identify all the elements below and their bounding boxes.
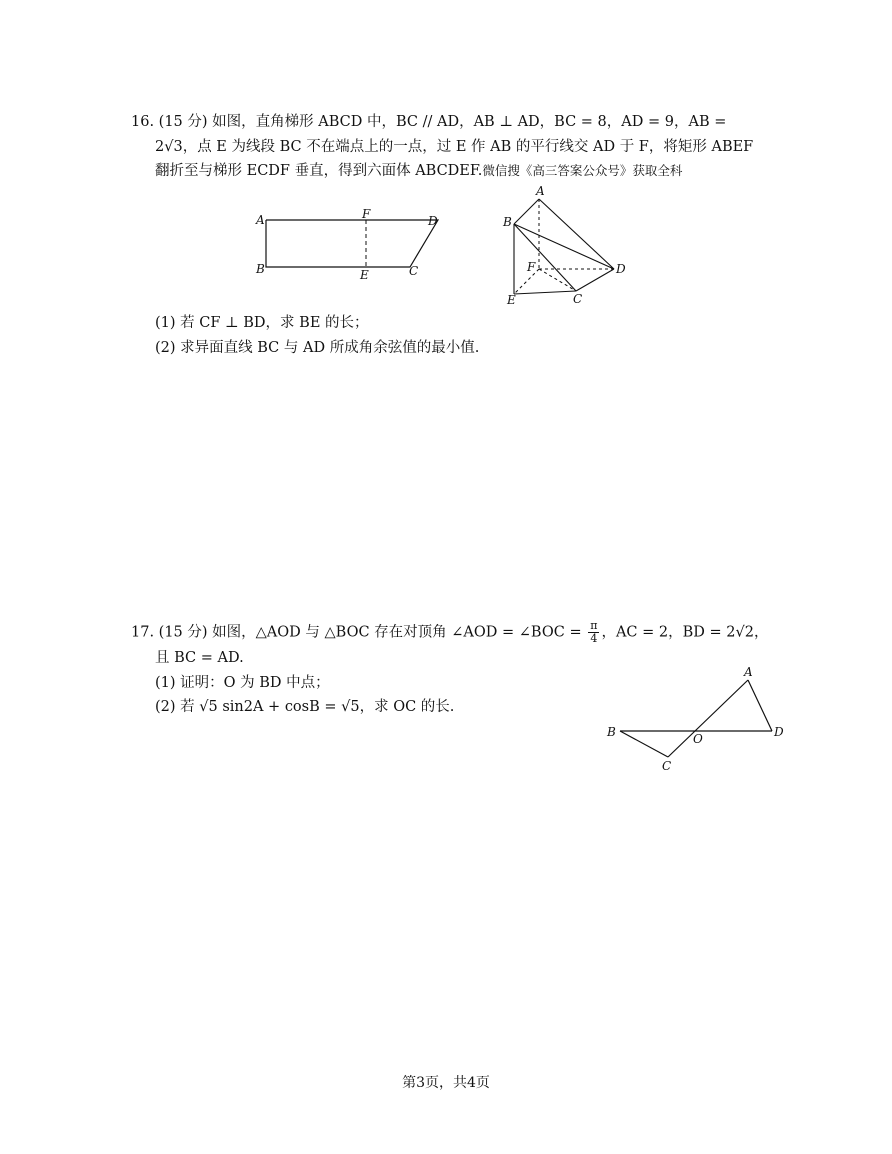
q16-line1: 16. (15 分) 如图，直角梯形 ABCD 中，BC // AD，AB ⊥ AD，BC = 8，AD = 9，AB = — [131, 114, 727, 130]
q16-line3 — [155, 161, 682, 181]
label-a: A — [744, 665, 753, 679]
pi-over-4-fraction — [588, 620, 599, 645]
q16-line2: 2√3，点 E 为线段 BC 不在端点上的一点，过 E 作 AB 的平行线交 AD 于 F，将矩形 ABEF — [155, 139, 754, 155]
label-e: E — [360, 268, 369, 282]
label-f: F — [527, 260, 536, 274]
fraction-denominator: 4 — [590, 632, 598, 645]
label-c: C — [662, 759, 672, 773]
label-c: C — [573, 292, 583, 306]
q17-part2: (2) 若 √5 sin2A + cosB = √5，求 OC 的长. — [155, 699, 455, 715]
label-d: D — [774, 725, 784, 739]
q17-part1: (1) 证明：O 为 BD 中点； — [155, 675, 330, 691]
q17-line1b: ，AC = 2，BD = 2√2， — [601, 624, 769, 641]
q17-line1 — [131, 620, 768, 645]
label-b: B — [256, 262, 265, 276]
label-f: F — [362, 207, 371, 221]
q17-figure-triangles — [600, 662, 792, 777]
trapezoid-outline — [266, 220, 438, 267]
q16-line3-text: 翻折至与梯形 ECDF 垂直，得到六面体 ABCDEF. — [155, 163, 483, 179]
q16-figure-hexahedron — [498, 183, 638, 308]
label-a: A — [256, 213, 265, 227]
label-b: B — [607, 725, 616, 739]
watermark-text: 微信搜《高三答案公众号》获取全科 — [482, 163, 683, 178]
label-d: D — [428, 214, 438, 228]
label-o: O — [693, 732, 703, 746]
q17-line2: 且 BC = AD. — [155, 650, 244, 666]
label-b: B — [503, 215, 512, 229]
q16-part2: (2) 求异面直线 BC 与 AD 所成角余弦值的最小值. — [155, 340, 480, 356]
q16-part1: (1) 若 CF ⊥ BD，求 BE 的长； — [155, 315, 369, 331]
label-d: D — [616, 262, 626, 276]
fraction-numerator: π — [590, 619, 598, 632]
q17-line1a: 17. (15 分) 如图，△AOD 与 △BOC 存在对顶角 ∠AOD = ∠BOC = — [131, 624, 582, 641]
page-number: 第3页，共4页 — [402, 1075, 490, 1091]
label-a: A — [536, 184, 545, 198]
q16-figure-trapezoid — [250, 205, 450, 285]
label-e: E — [507, 293, 516, 307]
label-c: C — [409, 264, 419, 278]
